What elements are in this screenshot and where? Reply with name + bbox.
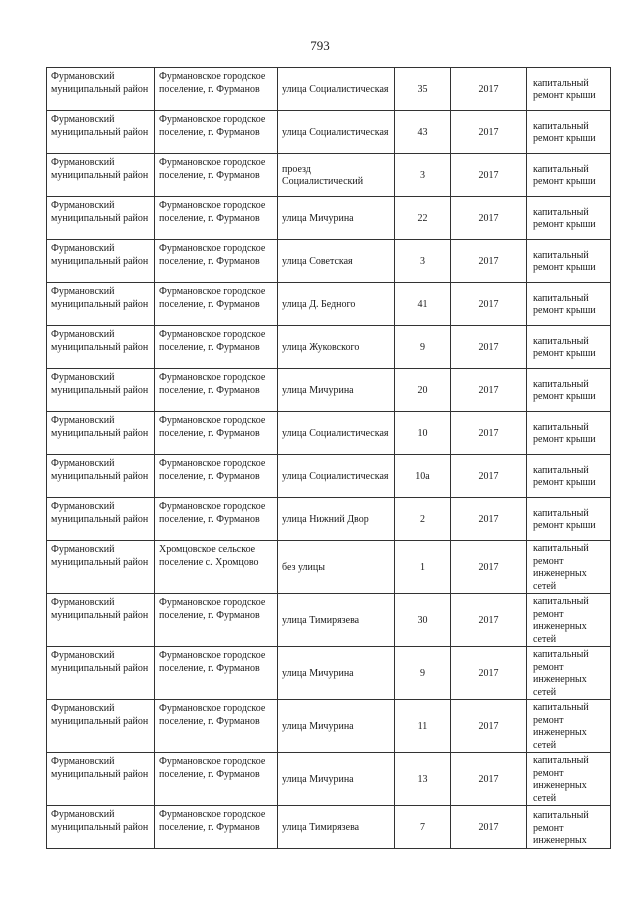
district-cell: Фурмановский муниципальный район [47,68,155,111]
district-cell: Фурмановский муниципальный район [47,647,155,700]
street-cell: улица Социалистическая [278,455,395,498]
house-number-cell: 3 [395,154,451,197]
table-row [47,647,611,700]
settlement-cell: Фурмановское городское поселение, г. Фурманов [155,283,278,326]
year-cell: 2017 [451,455,527,498]
settlement-cell: Фурмановское городское поселение, г. Фурманов [155,369,278,412]
work-type-cell: капитальный ремонт крыши [527,412,611,455]
district-cell: Фурмановский муниципальный район [47,455,155,498]
table-row [47,594,611,647]
table-body [47,68,611,849]
work-type-cell: капитальный ремонт крыши [527,369,611,412]
street-cell: улица Тимирязева [278,806,395,849]
house-number-cell: 22 [395,197,451,240]
settlement-cell: Фурмановское городское поселение, г. Фурманов [155,455,278,498]
district-cell: Фурмановский муниципальный район [47,197,155,240]
street-cell: улица Тимирязева [278,594,395,647]
table-row [47,283,611,326]
table-row [47,326,611,369]
settlement-cell: Фурмановское городское поселение, г. Фурманов [155,412,278,455]
house-number-cell: 41 [395,283,451,326]
settlement-cell: Фурмановское городское поселение, г. Фурманов [155,806,278,849]
house-number-cell: 20 [395,369,451,412]
year-cell: 2017 [451,806,527,849]
house-number-cell: 9 [395,647,451,700]
settlement-cell: Фурмановское городское поселение, г. Фурманов [155,594,278,647]
work-type-cell: капитальный ремонт крыши [527,197,611,240]
house-number-cell: 11 [395,700,451,753]
year-cell: 2017 [451,240,527,283]
work-type-cell: капитальный ремонт крыши [527,326,611,369]
year-cell: 2017 [451,498,527,541]
table-row [47,700,611,753]
settlement-cell: Фурмановское городское поселение, г. Фурманов [155,647,278,700]
work-type-cell: капитальный ремонт инженерных сетей [527,753,611,806]
year-cell: 2017 [451,197,527,240]
street-cell: улица Социалистическая [278,111,395,154]
settlement-cell: Фурмановское городское поселение, г. Фурманов [155,111,278,154]
work-type-cell: капитальный ремонт крыши [527,68,611,111]
house-number-cell: 10 [395,412,451,455]
district-cell: Фурмановский муниципальный район [47,806,155,849]
repair-schedule-table [46,67,611,849]
work-type-cell: капитальный ремонт инженерных сетей [527,594,611,647]
house-number-cell: 9 [395,326,451,369]
settlement-cell: Фурмановское городское поселение, г. Фурманов [155,68,278,111]
district-cell: Фурмановский муниципальный район [47,326,155,369]
table-row [47,68,611,111]
year-cell: 2017 [451,412,527,455]
table-row [47,240,611,283]
district-cell: Фурмановский муниципальный район [47,498,155,541]
house-number-cell: 7 [395,806,451,849]
year-cell: 2017 [451,154,527,197]
district-cell: Фурмановский муниципальный район [47,240,155,283]
street-cell: улица Мичурина [278,197,395,240]
year-cell: 2017 [451,326,527,369]
house-number-cell: 35 [395,68,451,111]
district-cell: Фурмановский муниципальный район [47,154,155,197]
settlement-cell: Фурмановское городское поселение, г. Фурманов [155,240,278,283]
settlement-cell: Хромцовское сельское поселение с. Хромцово [155,541,278,594]
street-cell: улица Д. Бедного [278,283,395,326]
district-cell: Фурмановский муниципальный район [47,412,155,455]
settlement-cell: Фурмановское городское поселение, г. Фурманов [155,326,278,369]
district-cell: Фурмановский муниципальный район [47,700,155,753]
year-cell: 2017 [451,700,527,753]
table-row [47,455,611,498]
page-number: 793 [310,38,330,53]
district-cell: Фурмановский муниципальный район [47,369,155,412]
street-cell: проезд Социалистический [278,154,395,197]
year-cell: 2017 [451,369,527,412]
work-type-cell: капитальный ремонт крыши [527,154,611,197]
district-cell: Фурмановский муниципальный район [47,283,155,326]
street-cell: улица Нижний Двор [278,498,395,541]
work-type-cell: капитальный ремонт крыши [527,498,611,541]
settlement-cell: Фурмановское городское поселение, г. Фурманов [155,197,278,240]
street-cell: улица Мичурина [278,700,395,753]
table-row [47,753,611,806]
district-cell: Фурмановский муниципальный район [47,541,155,594]
work-type-cell: капитальный ремонт крыши [527,455,611,498]
year-cell: 2017 [451,111,527,154]
street-cell: улица Социалистическая [278,68,395,111]
district-cell: Фурмановский муниципальный район [47,111,155,154]
year-cell: 2017 [451,647,527,700]
street-cell: улица Социалистическая [278,412,395,455]
street-cell: улица Жуковского [278,326,395,369]
house-number-cell: 2 [395,498,451,541]
settlement-cell: Фурмановское городское поселение, г. Фурманов [155,700,278,753]
street-cell: улица Мичурина [278,647,395,700]
work-type-cell: капитальный ремонт инженерных [527,806,611,849]
year-cell: 2017 [451,68,527,111]
work-type-cell: капитальный ремонт крыши [527,111,611,154]
district-cell: Фурмановский муниципальный район [47,753,155,806]
table-row [47,197,611,240]
table-row [47,412,611,455]
house-number-cell: 13 [395,753,451,806]
table-row [47,541,611,594]
settlement-cell: Фурмановское городское поселение, г. Фурманов [155,753,278,806]
table-row [47,154,611,197]
table-row [47,498,611,541]
year-cell: 2017 [451,283,527,326]
street-cell: улица Советская [278,240,395,283]
work-type-cell: капитальный ремонт крыши [527,283,611,326]
year-cell: 2017 [451,753,527,806]
settlement-cell: Фурмановское городское поселение, г. Фурманов [155,154,278,197]
street-cell: без улицы [278,541,395,594]
street-cell: улица Мичурина [278,369,395,412]
house-number-cell: 1 [395,541,451,594]
year-cell: 2017 [451,594,527,647]
house-number-cell: 10а [395,455,451,498]
house-number-cell: 30 [395,594,451,647]
work-type-cell: капитальный ремонт крыши [527,240,611,283]
work-type-cell: капитальный ремонт инженерных сетей [527,647,611,700]
house-number-cell: 3 [395,240,451,283]
settlement-cell: Фурмановское городское поселение, г. Фурманов [155,498,278,541]
table-row [47,806,611,849]
work-type-cell: капитальный ремонт инженерных сетей [527,700,611,753]
work-type-cell: капитальный ремонт инженерных сетей [527,541,611,594]
house-number-cell: 43 [395,111,451,154]
table-row [47,369,611,412]
district-cell: Фурмановский муниципальный район [47,594,155,647]
table-row [47,111,611,154]
street-cell: улица Мичурина [278,753,395,806]
year-cell: 2017 [451,541,527,594]
